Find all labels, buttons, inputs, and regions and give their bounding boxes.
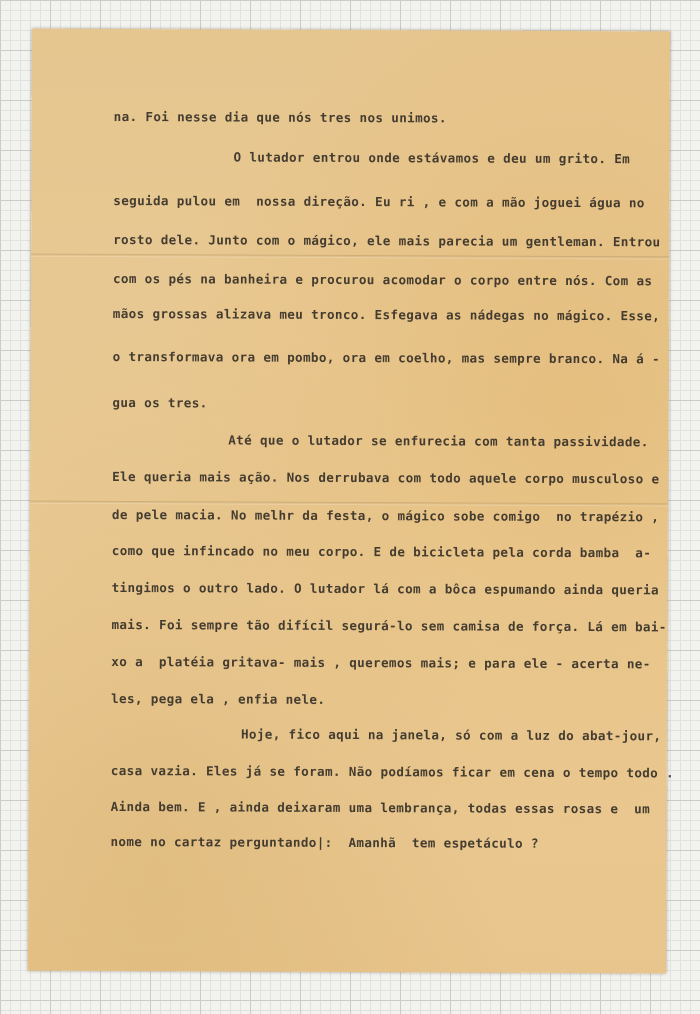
- text-line: Ainda bem. E , ainda deixaram uma lembrança, todas essas rosas e um: [110, 798, 651, 817]
- text-line: Ele queria mais ação. Nos derrubava com todo aquele corpo musculoso e: [112, 468, 660, 487]
- text-line: nome no cartaz perguntando|: Amanhã tem espetáculo ?: [110, 833, 539, 851]
- text-line: mãos grossas alizava meu tronco. Esfegava as nádegas no mágico. Esse,: [112, 305, 661, 324]
- text-line: gua os tres.: [112, 394, 208, 411]
- text-line: rosto dele. Junto com o mágico, ele mais parecia um gentleman. Entrou: [113, 231, 661, 250]
- text-line: xo a platéia gritava- mais , queremos mais; e para ele - acerta ne-: [111, 653, 651, 672]
- text-line: les, pega ela , enfia nele.: [111, 690, 326, 707]
- paper-fold-crease: [31, 254, 669, 260]
- text-line: O lutador entrou onde estávamos e deu um grito. Em: [233, 149, 631, 167]
- text-line: tingimos o outro lado. O lutador lá com a bôca espumando ainda queria: [111, 579, 659, 598]
- text-line: como que infincado no meu corpo. E de bicicleta pela corda bamba a-: [111, 542, 652, 561]
- text-line: Até que o lutador se enfurecia com tanta passividade.: [228, 432, 649, 450]
- text-line: o transformava ora em pombo, ora em coelho, mas sempre branco. Na á -: [112, 348, 660, 367]
- text-line: na. Foi nesse dia que nós tres nos unimos.: [113, 108, 447, 126]
- text-line: de pele macia. No melhr da festa, o mágico sobe comigo no trapézio ,: [111, 506, 660, 525]
- text-line: Hoje, fico aqui na janela, só com a luz do abat-jour,: [240, 726, 662, 744]
- text-line: mais. Foi sempre tão difícil segurá-lo sem camisa de força. Lá em bai-: [111, 616, 667, 635]
- paper-sheet: [28, 29, 675, 974]
- text-line: com os pés na banheira e procurou acomodar o corpo entre nós. Com as: [112, 270, 653, 289]
- text-line: casa vazia. Eles já se foram. Não podíamos ficar em cena o tempo todo .: [110, 762, 675, 781]
- text-line: seguida pulou em nossa direção. Eu ri , e com a mão joguei água no: [113, 192, 645, 211]
- paper-fold-crease: [30, 501, 668, 507]
